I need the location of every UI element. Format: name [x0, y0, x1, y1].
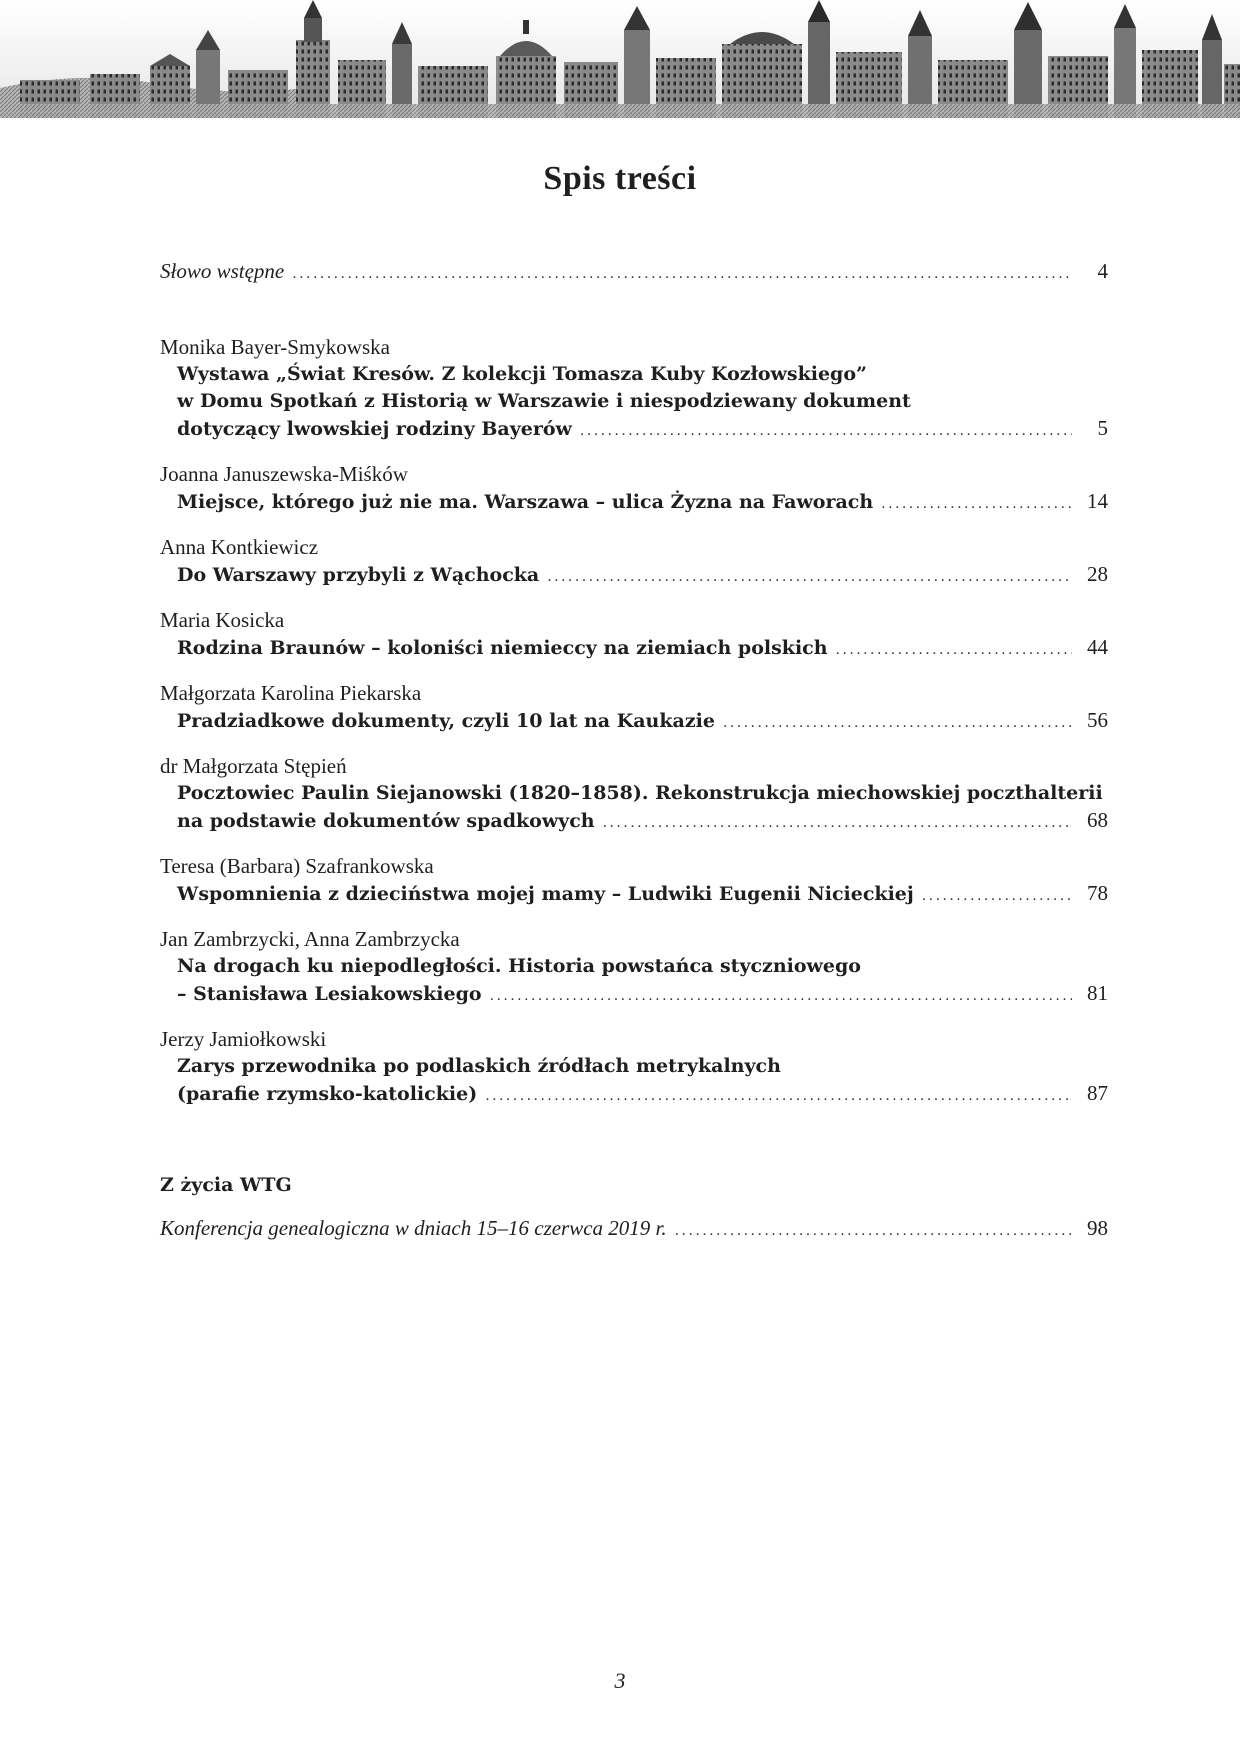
article-author: Joanna Januszewska-Miśków	[160, 462, 408, 486]
article-title-line	[160, 1053, 1108, 1080]
toc-line	[160, 488, 1108, 518]
article-author: Teresa (Barbara) Szafrankowska	[160, 854, 434, 878]
page-ref: 56	[1087, 708, 1108, 732]
article-author: Jan Zambrzycki, Anna Zambrzycka	[160, 927, 460, 951]
toc-line	[160, 634, 1108, 664]
title-text: (parafie rzymsko-katolickie)	[177, 1083, 478, 1105]
section-heading: Z życia WTG	[160, 1174, 292, 1196]
page-number: 3	[614, 1668, 626, 1693]
toc-entry-intro	[160, 258, 1108, 288]
page-ref: 87	[1087, 1081, 1108, 1105]
article-author: Anna Kontkiewicz	[160, 535, 319, 559]
title-text: Wspomnienia z dzieciństwa mojej mamy – Ludwiki Eugenii Nicieckiej	[177, 883, 914, 905]
article-title-line	[160, 361, 1108, 388]
article-author: Maria Kosicka	[160, 608, 285, 632]
toc-entry	[160, 853, 1108, 910]
page-ref: 44	[1087, 635, 1108, 659]
toc-line	[160, 258, 1108, 288]
page-ref: 81	[1087, 981, 1108, 1005]
article-title-line	[160, 953, 1108, 980]
dot-leader	[292, 261, 1072, 288]
title-text: Zarys przewodnika po podlaskich źródłach metrykalnych	[177, 1055, 781, 1077]
page-ref: 28	[1087, 562, 1108, 586]
toc-entry-section	[160, 1215, 1108, 1245]
title-text: w Domu Spotkań z Historią w Warszawie i niespodziewany dokument	[177, 390, 911, 412]
table-of-contents	[160, 258, 1108, 1261]
page-title: Spis treści	[543, 160, 697, 197]
page-ref: 14	[1087, 489, 1108, 513]
title-text: na podstawie dokumentów spadkowych	[177, 810, 595, 832]
dot-leader	[580, 418, 1072, 445]
toc-line	[160, 807, 1108, 837]
article-title-line	[160, 780, 1108, 807]
city-skyline-banner	[0, 0, 1240, 118]
toc-line	[160, 980, 1108, 1010]
article-author: Małgorzata Karolina Piekarska	[160, 681, 422, 705]
toc-entry	[160, 534, 1108, 591]
toc-entry	[160, 926, 1108, 1010]
title-text: Miejsce, którego już nie ma. Warszawa – ulica Żyzna na Faworach	[177, 491, 874, 513]
article-author: dr Małgorzata Stępień	[160, 754, 347, 778]
article-author: Monika Bayer-Smykowska	[160, 335, 390, 359]
title-text: – Stanisława Lesiakowskiego	[177, 983, 482, 1005]
dot-leader	[603, 810, 1072, 837]
toc-entry	[160, 1026, 1108, 1110]
toc-entry	[160, 461, 1108, 518]
title-text: Pradziadkowe dokumenty, czyli 10 lat na Kaukazie	[177, 710, 715, 732]
toc-line	[160, 561, 1108, 591]
toc-line	[160, 1215, 1108, 1245]
dot-leader	[490, 983, 1072, 1010]
dot-leader	[485, 1083, 1072, 1110]
dot-leader	[675, 1218, 1072, 1245]
dot-leader	[547, 564, 1072, 591]
dot-leader	[922, 883, 1072, 910]
intro-title: Słowo wstępne	[160, 259, 285, 283]
toc-entry	[160, 607, 1108, 664]
page-ref: 98	[1087, 1216, 1108, 1240]
dot-leader	[723, 710, 1072, 737]
page-ref: 78	[1087, 881, 1108, 905]
skyline-illustration	[0, 0, 1240, 118]
toc-entry	[160, 753, 1108, 837]
title-text: dotyczący lwowskiej rodziny Bayerów	[177, 418, 572, 440]
toc-entry	[160, 680, 1108, 737]
section-entry-title: Konferencja genealogiczna w dniach 15–16 czerwca 2019 r.	[160, 1216, 667, 1240]
article-author: Jerzy Jamiołkowski	[160, 1027, 327, 1051]
title-text: Wystawa „Świat Kresów. Z kolekcji Tomasza Kuby Kozłowskiego”	[177, 363, 867, 385]
title-text: Do Warszawy przybyli z Wąchocka	[177, 564, 540, 586]
title-text: Rodzina Braunów – koloniści niemieccy na ziemiach polskich	[177, 637, 828, 659]
title-text: Pocztowiec Paulin Siejanowski (1820–1858). Rekonstrukcja miechowskiej poczthalterii	[177, 782, 1103, 804]
dot-leader	[836, 637, 1072, 664]
title-text: Na drogach ku niepodległości. Historia powstańca styczniowego	[177, 955, 861, 977]
page-ref: 5	[1097, 416, 1108, 440]
page-ref: 68	[1087, 808, 1108, 832]
dot-leader	[881, 491, 1072, 518]
page-ref: 4	[1097, 259, 1108, 283]
article-title-line	[160, 388, 1108, 415]
toc-line	[160, 880, 1108, 910]
toc-line	[160, 1080, 1108, 1110]
toc-line	[160, 707, 1108, 737]
toc-line	[160, 415, 1108, 445]
toc-entry	[160, 334, 1108, 445]
